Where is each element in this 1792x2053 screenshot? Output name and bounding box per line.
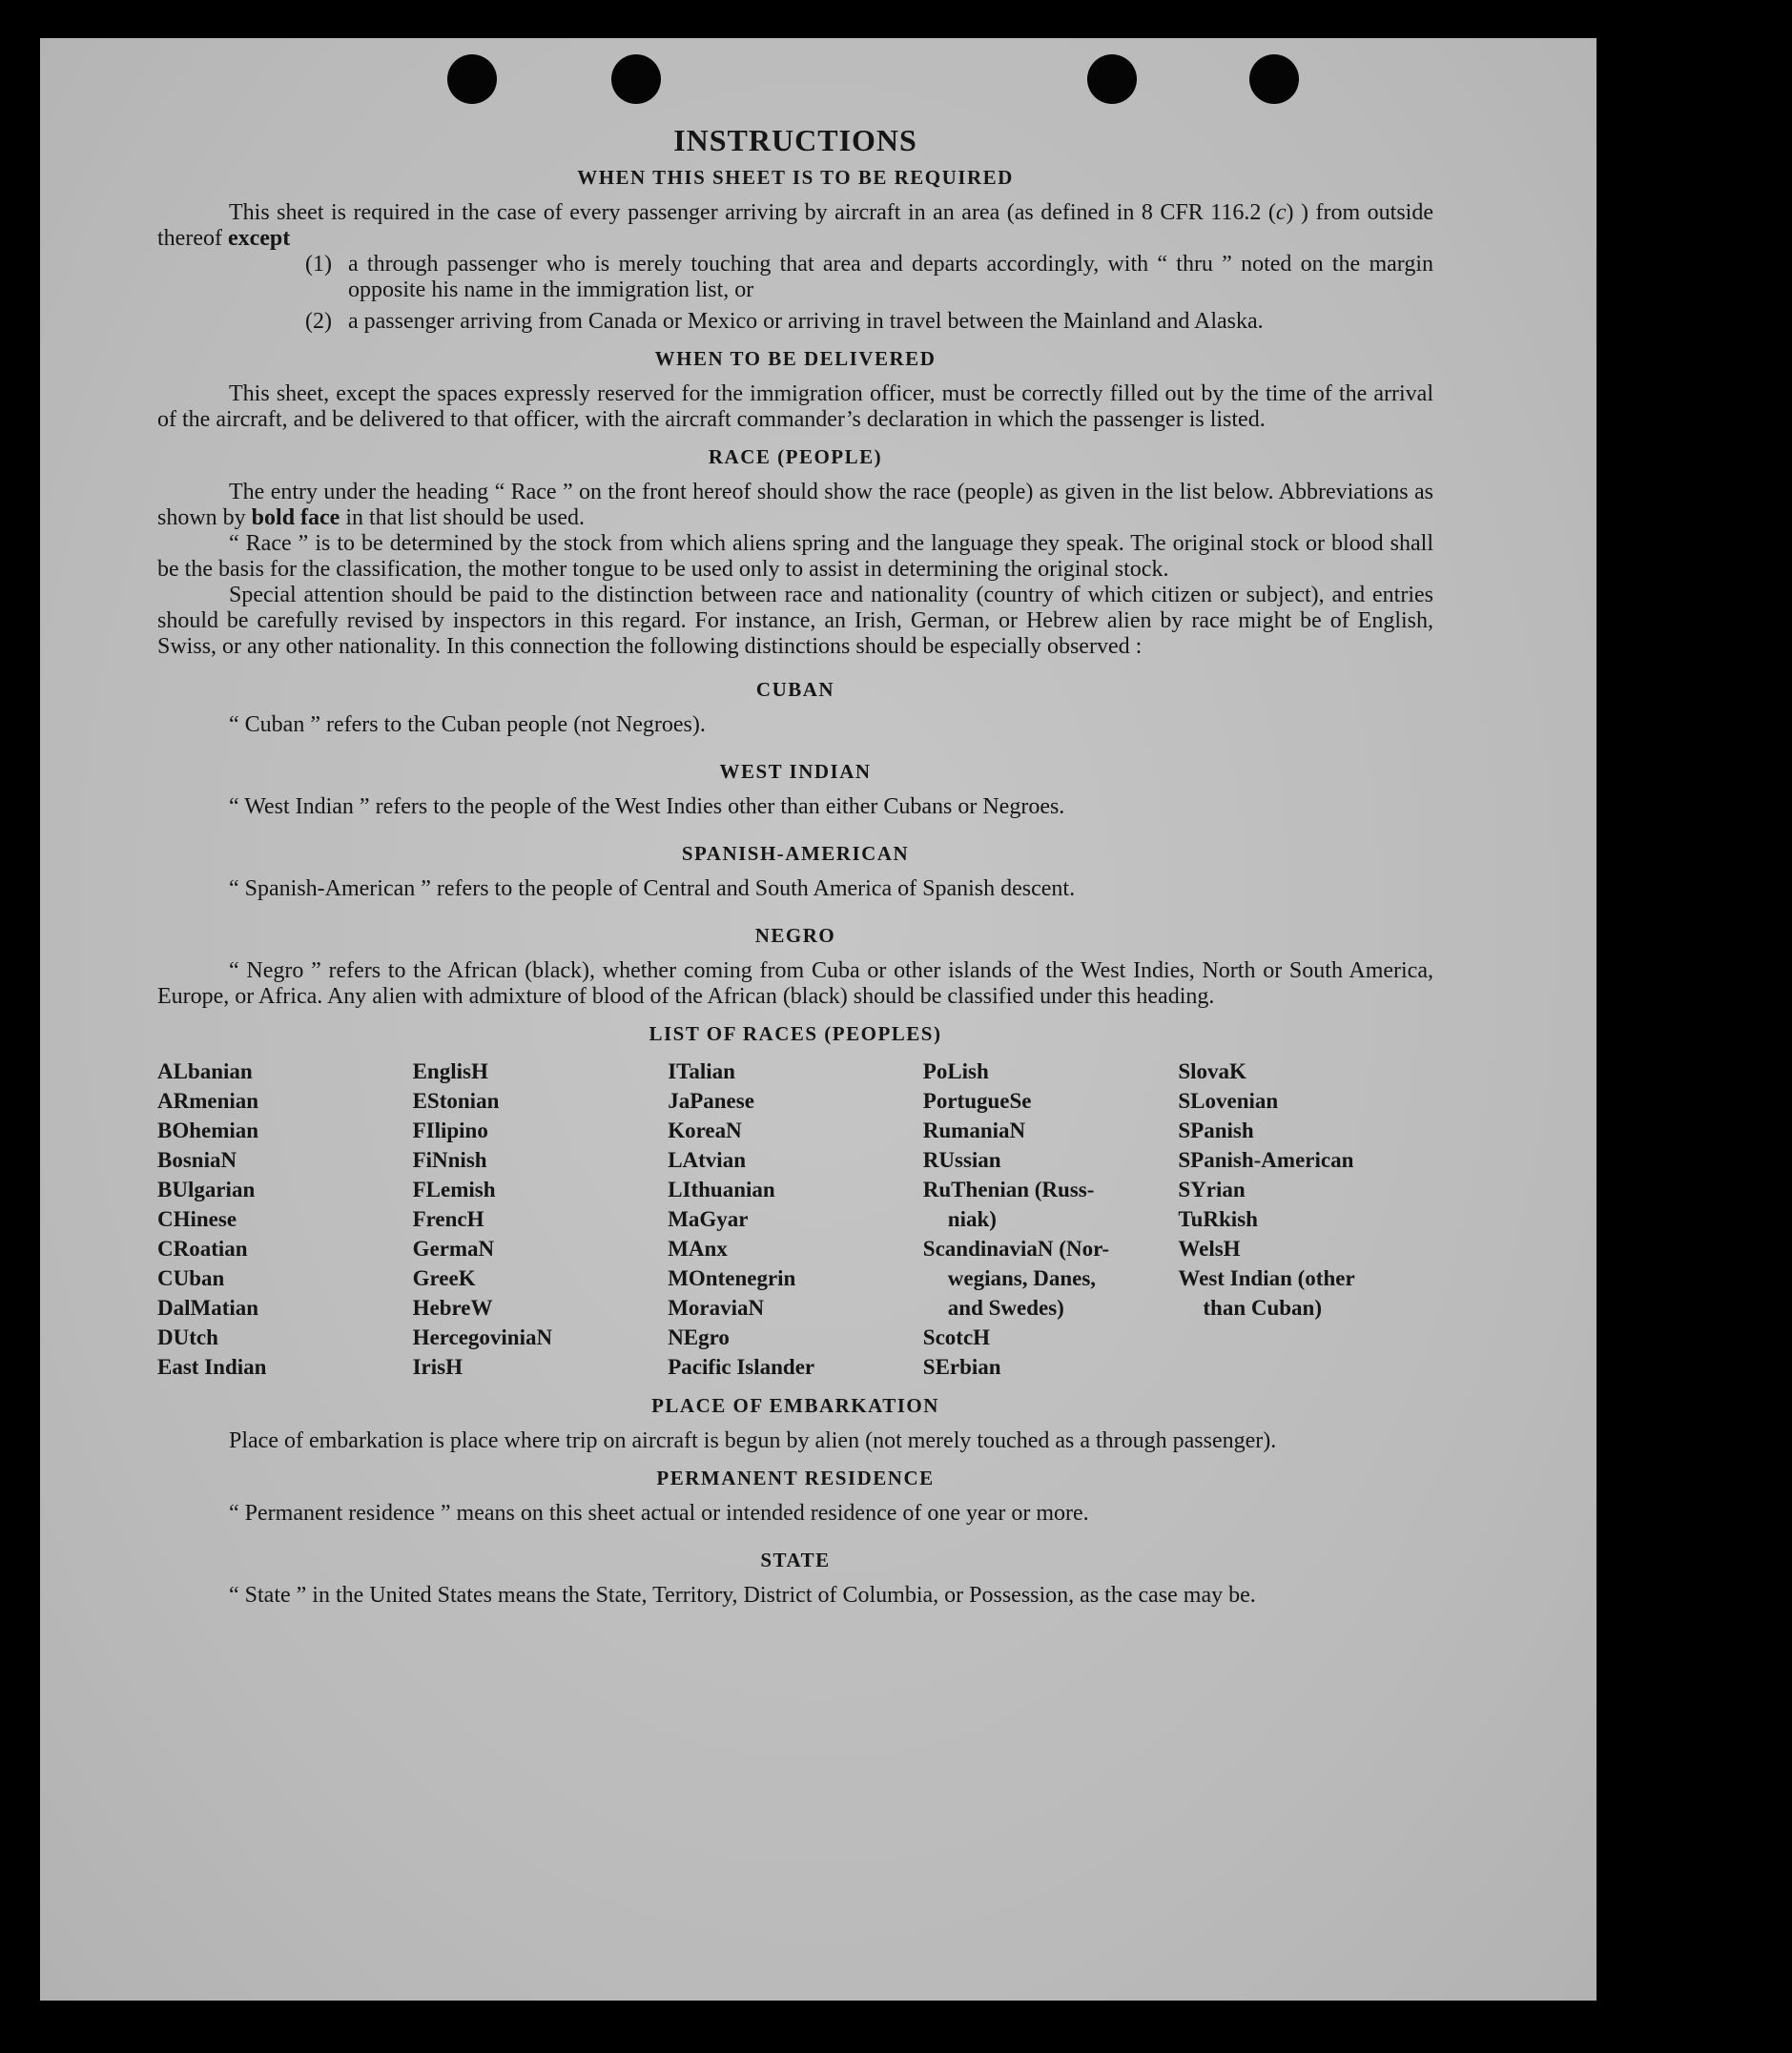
required-intro: This sheet is required in the case of every passenger arriving by aircraft in an area (as defined in 8 CFR 116.2 (c) ) from outside thereof except [157, 200, 1433, 251]
section-heading-races: LIST OF RACES (PEOPLES) [649, 1022, 942, 1045]
race-entry: EStonian [412, 1089, 500, 1113]
race-entry: TuRkish [1178, 1207, 1258, 1231]
race-entry: HercegoviniaN [412, 1325, 553, 1349]
race-entry: GermaN [412, 1237, 495, 1261]
race-entry-continuation: than Cuban) [1203, 1296, 1323, 1320]
race-entry: PoLish [922, 1059, 989, 1083]
race-entry: MaGyar [668, 1207, 749, 1231]
page-title: INSTRUCTIONS [673, 123, 917, 157]
race-list [157, 1057, 1433, 1382]
race-column [923, 1057, 1179, 1382]
race-entry: KoreaN [668, 1119, 742, 1142]
state-text: “ State ” in the United States means the State, Territory, District of Columbia, or Possession, as the case may be. [229, 1583, 1256, 1608]
race-entry: West Indian (other [1178, 1266, 1355, 1290]
race-entry: BosniaN [157, 1148, 237, 1172]
section-heading-spanish-american: SPANISH-AMERICAN [681, 842, 910, 865]
punch-hole [1249, 54, 1299, 104]
race-entry-continuation: wegians, Danes, [947, 1266, 1097, 1290]
race-entry: ScotcH [922, 1325, 991, 1349]
race-entry: ARmenian [157, 1089, 259, 1113]
race-entry: FrencH [412, 1207, 484, 1231]
race-entry-continuation: and Swedes) [947, 1296, 1064, 1320]
race-paragraph: Special attention should be paid to the distinction between race and nationality (country of which citizen or subject), and entries should be carefully revised by inspectors in this regard. For instance, an Irish, German, or Hebrew alien by race might be of English, Swiss, or any other nationality. In this connection the following distinctions should be especially observed : [157, 583, 1433, 659]
race-entry: SPanish [1178, 1119, 1254, 1142]
section-heading-embarkation: PLACE OF EMBARKATION [651, 1394, 939, 1417]
punch-hole [611, 54, 661, 104]
race-entry: ScandinaviaN (Nor- [922, 1237, 1110, 1261]
section-heading-delivered: WHEN TO BE DELIVERED [654, 347, 937, 370]
race-entry-continuation: niak) [947, 1207, 997, 1231]
section-heading-state: STATE [760, 1549, 831, 1571]
residence-text: “ Permanent residence ” means on this sheet actual or intended residence of one year or more. [229, 1501, 1089, 1526]
section-heading-race: RACE (PEOPLE) [708, 445, 883, 468]
race-column [157, 1057, 413, 1382]
race-column [1178, 1057, 1433, 1382]
cuban-text: “ Cuban ” refers to the Cuban people (not Negroes). [229, 712, 706, 737]
race-entry: MAnx [668, 1237, 728, 1261]
delivered-text: This sheet, except the spaces expressly reserved for the immigration officer, must be correctly filled out by the time of the arrival of the aircraft, and be delivered to that officer, with the aircraft commander’s declaration in which the passenger is listed. [157, 381, 1433, 432]
race-entry: ITalian [668, 1059, 735, 1083]
exception-item: (2) a passenger arriving from Canada or Mexico or arriving in travel between the Mainland and Alaska. [305, 309, 1264, 334]
spanish-american-text: “ Spanish-American ” refers to the people of Central and South America of Spanish descent. [229, 876, 1076, 901]
race-entry: LIthuanian [668, 1178, 775, 1201]
section-heading-negro: NEGRO [754, 924, 836, 947]
section-heading-required: WHEN THIS SHEET IS TO BE REQUIRED [577, 166, 1014, 189]
race-entry: FiNnish [412, 1148, 487, 1172]
race-entry: RumaniaN [922, 1119, 1026, 1142]
race-entry: FLemish [412, 1178, 496, 1201]
race-entry: Pacific Islander [668, 1355, 815, 1379]
race-entry: PortugueSe [922, 1089, 1032, 1113]
race-entry: GreeK [412, 1266, 476, 1290]
negro-text: “ Negro ” refers to the African (black), whether coming from Cuba or other islands of the West Indies, North or South America, Europe, or Africa. Any alien with admixture of blood of the African (black) should be classified under this heading. [157, 958, 1433, 1009]
race-paragraph: The entry under the heading “ Race ” on the front hereof should show the race (people) as given in the list below. Abbreviations as shown by bold face in that list should be used. [157, 480, 1433, 530]
race-entry: SlovaK [1178, 1059, 1246, 1083]
race-entry: DalMatian [157, 1296, 259, 1320]
race-entry: RUssian [922, 1148, 1001, 1172]
punch-hole [447, 54, 497, 104]
race-entry: CUban [157, 1266, 225, 1290]
race-entry: FIlipino [412, 1119, 488, 1142]
race-column [413, 1057, 669, 1382]
race-entry: BUlgarian [157, 1178, 256, 1201]
race-entry: SErbian [922, 1355, 1001, 1379]
race-entry: DUtch [157, 1325, 218, 1349]
race-entry: East Indian [157, 1355, 267, 1379]
race-entry: ALbanian [157, 1059, 253, 1083]
race-entry: EnglisH [412, 1059, 488, 1083]
exception-item: (1) a through passenger who is merely touching that area and departs accordingly, with “ thru ” noted on the margin opposite his name in the immigration list, or [305, 252, 1433, 302]
race-entry: WelsH [1178, 1237, 1241, 1261]
race-paragraph: “ Race ” is to be determined by the stock from which aliens spring and the language they speak. The original stock or blood shall be the basis for the classification, the mother tongue to be used only to assist in determining the original stock. [157, 531, 1433, 582]
race-entry: MoraviaN [668, 1296, 765, 1320]
embarkation-text: Place of embarkation is place where trip on aircraft is begun by alien (not merely touched as a through passenger). [229, 1428, 1277, 1453]
race-entry: MOntenegrin [668, 1266, 796, 1290]
race-column [668, 1057, 923, 1382]
section-heading-residence: PERMANENT RESIDENCE [656, 1467, 935, 1489]
race-entry: HebreW [412, 1296, 493, 1320]
race-entry: IrisH [412, 1355, 463, 1379]
section-heading-west-indian: WEST INDIAN [719, 760, 872, 783]
west-indian-text: “ West Indian ” refers to the people of the West Indies other than either Cubans or Negroes. [229, 794, 1065, 819]
race-entry: SYrian [1178, 1178, 1246, 1201]
race-entry: SLovenian [1178, 1089, 1279, 1113]
race-entry: RuThenian (Russ- [922, 1178, 1095, 1201]
instructions-body [157, 123, 1433, 1609]
race-entry: CRoatian [157, 1237, 248, 1261]
section-heading-cuban: CUBAN [755, 678, 835, 701]
punch-hole [1087, 54, 1137, 104]
race-entry: LAtvian [668, 1148, 746, 1172]
race-entry: SPanish-American [1178, 1148, 1354, 1172]
race-entry: NEgro [668, 1325, 730, 1349]
race-entry: BOhemian [157, 1119, 259, 1142]
race-entry: JaPanese [668, 1089, 754, 1113]
race-entry: CHinese [157, 1207, 237, 1231]
